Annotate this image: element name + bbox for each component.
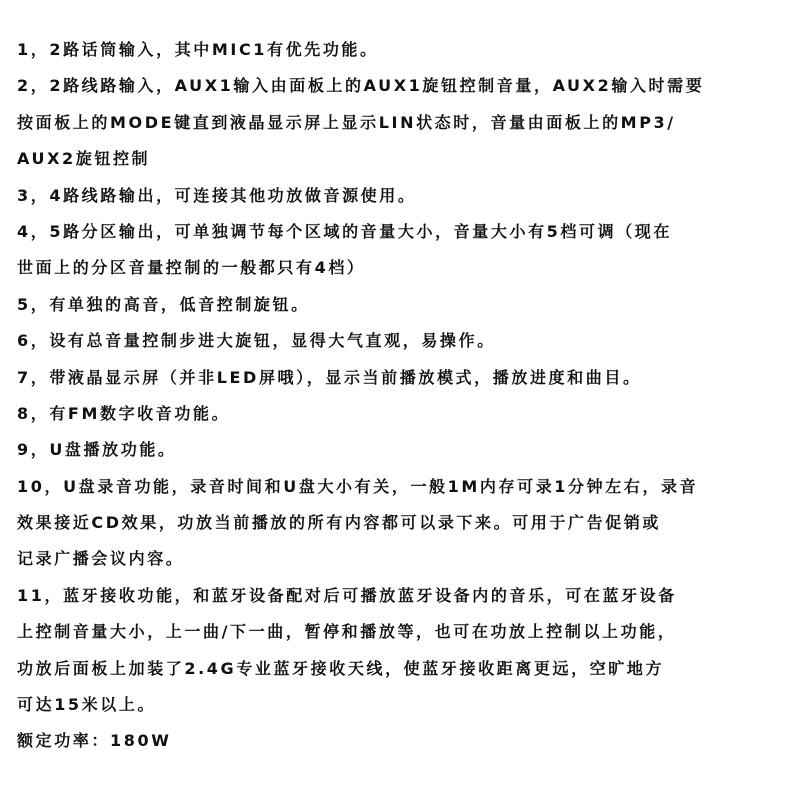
text-line: 3，4路线路输出，可连接其他功放做音源使用。	[17, 185, 417, 205]
text-line: 1，2路话筒输入，其中MIC1有优先功能。	[17, 40, 379, 59]
text-line: 4，5路分区输出，可单独调节每个区域的音量大小，音量大小有5档可调（现在	[17, 221, 672, 241]
text-line: 按面板上的MODE键直到液晶显示屏上显示LIN状态时，音量由面板上的MP3/	[17, 112, 676, 132]
text-line: 5，有单独的高音，低音控制旋钮。	[17, 294, 310, 314]
text-line: 效果接近CD效果，功放当前播放的所有内容都可以录下来。可用于广告促销或	[17, 513, 662, 533]
rated-power-line: 额定功率：180W	[17, 731, 172, 751]
text-line: AUX2旋钮控制	[17, 149, 151, 169]
text-line: 上控制音量大小，上一曲/下一曲，暂停和播放等，也可在功放上控制以上功能，	[17, 622, 677, 642]
text-line: 8，有FM数字收音功能。	[17, 403, 231, 423]
text-line: 可达15米以上。	[17, 695, 157, 715]
text-line: 9，U盘播放功能。	[17, 440, 177, 460]
text-line: 2，2路线路输入，AUX1输入由面板上的AUX1旋钮控制音量，AUX2输入时需要	[17, 76, 705, 96]
product-feature-list	[17, 32, 792, 760]
text-line: 10，U盘录音功能，录音时间和U盘大小有关，一般1M内存可录1分钟左右，录音	[17, 476, 699, 496]
text-line: 功放后面板上加装了2.4G专业蓝牙接收天线，使蓝牙接收距离更远，空旷地方	[17, 658, 665, 678]
text-line: 7，带液晶显示屏（并非LED屏哦），显示当前播放模式，播放进度和曲目。	[17, 367, 642, 387]
text-line: 6，设有总音量控制步进大旋钮，显得大气直观，易操作。	[17, 331, 496, 351]
text-line: 世面上的分区音量控制的一般都只有4档）	[17, 258, 366, 278]
text-line: 11，蓝牙接收功能，和蓝牙设备配对后可播放蓝牙设备内的音乐，可在蓝牙设备	[17, 585, 677, 605]
text-line: 记录广播会议内容。	[17, 549, 185, 569]
